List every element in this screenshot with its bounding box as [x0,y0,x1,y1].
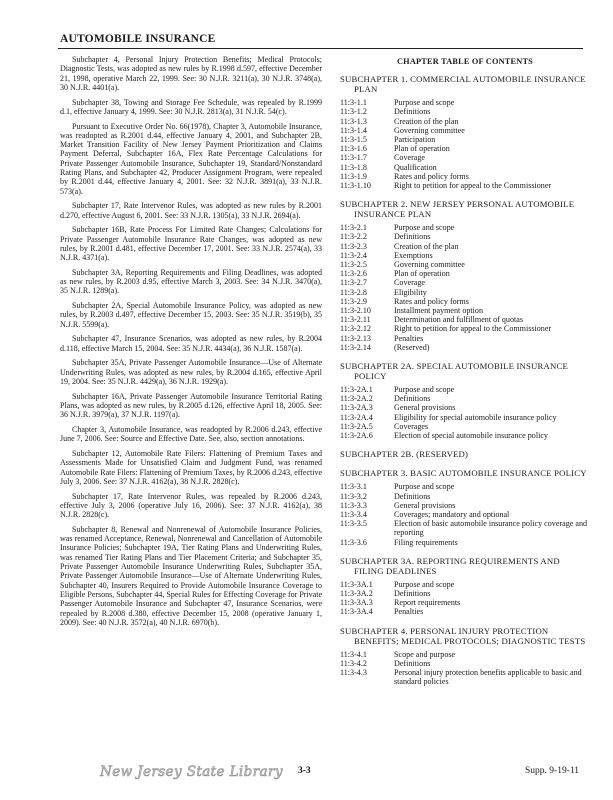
section-number: 11:3-2.4 [340,250,367,260]
chapter-toc [340,57,590,695]
toc-entry [340,482,590,491]
section-title: Purpose and scope [394,98,455,108]
section-number: 11:3-3A.3 [340,598,373,608]
toc-entry [340,232,590,241]
toc-entry [340,492,590,501]
toc-entry [340,394,590,403]
section-title: Definitions [394,394,431,404]
toc-entry [340,306,590,315]
section-number: 11:3-1.5 [340,135,367,145]
section-number: 11:3-2.7 [340,278,367,288]
toc-entry [340,598,590,607]
section-number: 11:3-2A.6 [340,431,373,441]
section-number: 11:3-3.1 [340,482,367,492]
subchapter-heading: SUBCHAPTER 4. PERSONAL INJURY PROTECTION BENEFITS; MEDICAL PROTOCOLS; DIAGNOSTIC TESTS [340,625,586,646]
section-title: Purpose and scope [394,482,455,492]
section-title: Eligibility for special automobile insurance policy [394,412,557,422]
section-title: Rates and policy forms [394,296,469,306]
toc-entry [340,422,590,431]
section-number: 11:3-2A.1 [340,385,373,395]
section-title: Rates and policy forms [394,171,469,181]
section-number: 11:3-2.8 [340,287,367,297]
toc-entry [340,431,590,440]
section-title: Determination and fulfillment of quotas [394,315,524,325]
section-number: 11:3-1.6 [340,144,367,154]
section-number: 11:3-2.6 [340,269,367,279]
section-title: Installment payment option [394,306,484,316]
history-note: Subchapter 16A, Private Passenger Automobile Insurance Territorial Rating Plans, was adopted as new rules, by R.2005 d.126, effective April 18, 2005. See: 36 N.J.R. 3979(a), 37 N.J.R. 1197(a). [60,391,322,420]
section-number: 11:3-2A.4 [340,412,373,422]
section-number: 11:3-4.1 [340,649,367,659]
header-rule [58,48,583,49]
toc-entry [340,580,590,589]
toc-entry [340,297,590,306]
toc-entry [340,153,590,162]
section-number: 11:3-2.2 [340,232,367,242]
section-number: 11:3-3.2 [340,491,367,501]
section-title: Creation of the plan [394,116,459,126]
section-number: 11:3-3.5 [340,519,367,529]
toc-entry [340,589,590,598]
section-list [340,482,590,546]
subchapter-heading: SUBCHAPTER 1. COMMERCIAL AUTOMOBILE INSURANCE PLAN [340,74,586,95]
section-title: Eligibility [394,287,427,297]
history-note: Subchapter 38, Towing and Storage Fee Schedule, was repealed by R.1999 d.1, effective January 4, 1999. See: 30 N.J.R. 2813(a), 31 N.J.R. 54(c). [60,97,322,116]
toc-entry [340,269,590,278]
section-title: Penalties [394,333,424,343]
toc-entry [340,144,590,153]
toc-entry [340,607,590,616]
history-note: Subchapter 2A, Special Automobile Insurance Policy, was adopted as new rules, by R.2003 d.497, effective December 15, 2003. See: 35 N.J.R. 3519(b), 35 N.J.R. 5599(a). [60,301,322,329]
page-number: 3-3 [298,766,311,776]
toc-entry [340,510,590,519]
section-list [340,650,590,687]
section-number: 11:3-1.2 [340,107,367,117]
section-title: Plan of operation [394,269,450,279]
toc-entry [340,278,590,287]
history-note: Subchapter 17, Rate Intervenor Rules, was repealed by R.2006 d.243, effective July 3, 2006 (operative July 16, 2006). See: 37 N.J.R. 4162(a), 38 N.J.R. 2828(c). [60,491,322,520]
toc-entry [340,659,590,668]
section-title: Qualification [394,162,437,172]
toc-entry [340,324,590,333]
section-number: 11:3-2.13 [340,333,371,343]
section-title: Penalties [394,607,424,617]
subchapter-heading: SUBCHAPTER 2A. SPECIAL AUTOMOBILE INSURANCE POLICY [340,361,568,382]
section-number: 11:3-1.10 [340,181,371,191]
section-title: Exemptions [394,250,433,260]
toc-entry [340,538,590,547]
section-number: 11:3-2.1 [340,223,367,233]
subchapter-heading: SUBCHAPTER 3A. REPORTING REQUIREMENTS AND FILING DEADLINES [340,555,560,576]
section-title: Right to petition for appeal to the Commissioner [394,324,552,334]
subchapter-heading: SUBCHAPTER 2. NEW JERSEY PERSONAL AUTOMOBILE INSURANCE PLAN [340,199,575,220]
toc-entry [340,107,590,116]
history-note: Subchapter 8, Renewal and Nonrenewal of Automobile Insurance Policies, was renamed Acceptance, Renewal, Nonrenewal and Cancellation of Automobile Insurance Policies; Subchapter 19A, Tier Rating Plans and Underwriting Rules, was renamed Tier Rating Plans and Tier Placement Criteria; and Subchapter 35, Private Passenger Automobile Insurance Underwriting Rules, Subchapter 35A, Private Passenger Automobile Insurance—Use of Alternate Underwriting Rules, Subchapter 40, Insurers Required to Provide Automobile Insurance Coverage to Eligible Persons, Subchapter 44, Special Rules for Effecting Coverage for Private Passenger Automobile Insurance and Subchapter 47, Insurance Scenarios, were repealed by R.2008 d.380, effective December 15, 2008 (operative January 1, 2009). See: 40 N.J.R. 3572(a), 40 N.J.R. 6970(b). [60,524,322,627]
section-title: Participation [394,135,436,145]
toc-entry [340,650,590,659]
section-number: 11:3-4.2 [340,658,367,668]
section-number: 11:3-1.7 [340,153,367,163]
section-number: 11:3-2.9 [340,296,367,306]
section-number: 11:3-3A.4 [340,607,373,617]
section-title: General provisions [394,403,456,413]
section-number: 11:3-3.3 [340,500,367,510]
section-title: Election of special automobile insurance policy [394,431,548,441]
toc-entry [340,519,590,537]
section-list [340,98,590,190]
toc-body [340,74,590,686]
section-number: 11:3-2.11 [340,315,371,325]
toc-entry [340,288,590,297]
toc-entry [340,98,590,107]
toc-entry [340,501,590,510]
section-title: Report requirements [394,598,461,608]
toc-entry [340,413,590,422]
section-number: 11:3-1.8 [340,162,367,172]
section-title: Coverage [394,153,426,163]
section-title: Governing committee [394,260,465,270]
section-title: (Reserved) [394,342,430,352]
section-number: 11:3-2.12 [340,324,371,334]
section-number: 11:3-2.10 [340,306,371,316]
section-title: Personal injury protection benefits applicable to basic and standard policies [394,667,582,687]
section-number: 11:3-3.6 [340,537,367,547]
toc-entry [340,223,590,232]
running-head-title: AUTOMOBILE INSURANCE [60,33,216,45]
section-number: 11:3-2.5 [340,260,367,270]
section-list [340,385,590,440]
history-note: Subchapter 4, Personal Injury Protection Benefits; Medical Protocols; Diagnostic Tests, was adopted as new rules by R.1998 d.597, effective December 21, 1998, operative March 22, 1999. See: 30 N.J.R. 3211(a), 30 N.J.R. 3748(a), 30 N.J.R. 4401(a). [60,55,322,92]
toc-entry [340,343,590,352]
section-number: 11:3-2.14 [340,342,371,352]
section-number: 11:3-4.3 [340,667,367,677]
history-note: Subchapter 35A, Private Passenger Automobile Insurance—Use of Alternate Underwriting Rules, was adopted as new rules, by R.2004 d.165, effective April 19, 2004. See: 35 N.J.R. 4429(a), 36 N.J.R. 1929(a). [60,358,322,387]
section-title: Creation of the plan [394,241,459,251]
library-watermark-logo: New Jersey State Library [100,764,283,780]
toc-entry [340,163,590,172]
section-title: Coverages; mandatory and optional [394,509,510,519]
section-title: Purpose and scope [394,385,455,395]
toc-entry [340,251,590,260]
section-title: Definitions [394,232,431,242]
section-list [340,223,590,352]
history-note: Chapter 3, Automobile Insurance, was readopted by R.2006 d.243, effective June 7, 2006. See: Source and Effective Date. See, also, section annotations. [60,425,322,444]
section-title: Coverages [394,421,429,431]
section-title: Definitions [394,107,431,117]
section-title: Purpose and scope [394,579,455,589]
history-notes-column [60,55,322,633]
toc-entry [340,242,590,251]
toc-entry [340,260,590,269]
history-note: Subchapter 12, Automobile Rate Filers: Flattening of Premium Taxes and Assessments Made for Unsatisfied Claim and Judgment Fund, was renamed Automobile Rate Filers: Flattening of Premium Taxes, by R.2006 d.243, effective July 3, 2006. See: 37 N.J.R. 4162(a), 38 N.J.R. 2828(c). [60,448,322,486]
section-number: 11:3-1.9 [340,171,367,181]
toc-entry [340,126,590,135]
section-number: 11:3-1.3 [340,116,367,126]
toc-entry [340,181,590,190]
toc-entry [340,135,590,144]
section-number: 11:3-2A.3 [340,403,373,413]
history-note: Pursuant to Executive Order No. 66(1978), Chapter 3, Automobile Insurance, was readopted as R.2001 d.44, effective January 4, 2001, and Subchapter 2B, Market Transition Facility of New Jersey Payment Prioritization and Claims Payment Deferral, Subchapter 16A, Flex Rate Percentage Calculations for Private Passenger Automobile Insurance, Subchapter 19, Standard/Nonstandard Rating Plans, and Subchapter 42, Producer Assignment Program, were repealed by R.2001 d.44, effective January 4, 2001. See: 32 N.J.R. 3891(a), 33 N.J.R. 573(a). [60,121,322,196]
section-number: 11:3-3.4 [340,509,367,519]
subchapter-heading: SUBCHAPTER 2B. (RESERVED) [340,449,469,460]
history-note: Subchapter 16B, Rate Process For Limited Rate Changes; Calculations for Private Passenger Automobile Insurance Rate Changes, was adopted as new rules, by R.2001 d.481, effective December 17, 2001. See: 33 N.J.R. 2574(a), 33 N.J.R. 4371(a). [60,225,322,263]
section-title: Definitions [394,658,431,668]
section-title: Definitions [394,491,431,501]
toc-entry [340,385,590,394]
section-title: Right to petition for appeal to the Commissioner [394,181,552,191]
section-number: 11:3-2A.5 [340,421,373,431]
history-note: Subchapter 47, Insurance Scenarios, was adopted as new rules, by R.2004 d.118, effective March 15, 2004. See: 35 N.J.R. 4434(a), 36 N.J.R. 1587(a). [60,334,322,353]
toc-entry [340,334,590,343]
section-title: Scope and purpose [394,649,456,659]
section-number: 11:3-3A.2 [340,588,373,598]
section-title: Purpose and scope [394,223,455,233]
section-title: Governing committee [394,125,465,135]
supplement-date: Supp. 9-19-11 [525,766,580,776]
section-title: General provisions [394,500,456,510]
section-title: Coverage [394,278,426,288]
toc-entry [340,403,590,412]
section-list [340,580,590,617]
toc-entry [340,315,590,324]
section-number: 11:3-2A.2 [340,394,373,404]
section-title: Definitions [394,588,431,598]
section-title: Election of basic automobile insurance policy coverage and reporting [394,519,588,538]
section-title: Plan of operation [394,144,450,154]
history-note: Subchapter 17, Rate Intervenor Rules, was adopted as new rules by R.2001 d.270, effective August 6, 2001. See: 33 N.J.R. 1305(a), 33 N.J.R. 2694(a). [60,201,322,220]
section-number: 11:3-1.1 [340,98,367,108]
section-number: 11:3-1.4 [340,125,367,135]
section-title: Filing requirements [394,537,458,547]
subchapter-heading: SUBCHAPTER 3. BASIC AUTOMOBILE INSURANCE POLICY [340,468,587,479]
toc-entry [340,172,590,181]
section-number: 11:3-3A.1 [340,579,373,589]
toc-entry [340,668,590,686]
history-note: Subchapter 3A, Reporting Requirements and Filing Deadlines, was adopted as new rules, by R.2003 d.95, effective March 3, 2003. See: 34 N.J.R. 3470(a), 35 N.J.R. 1289(a). [60,267,322,296]
section-number: 11:3-2.3 [340,241,367,251]
toc-entry [340,117,590,126]
toc-title: CHAPTER TABLE OF CONTENTS [396,57,533,66]
